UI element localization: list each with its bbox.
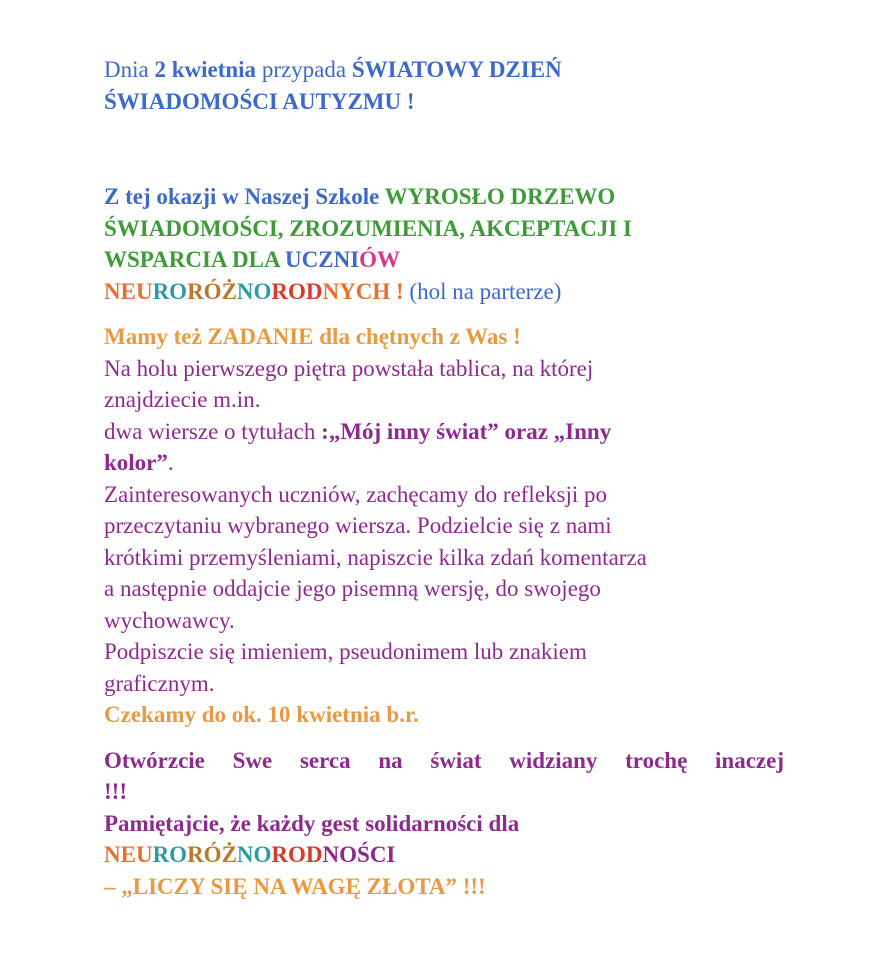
task-line-4 — [104, 447, 784, 479]
tree-line-2: ŚWIADOMOŚCI, ZROZUMIENIA, AKCEPTACJI I — [104, 215, 633, 241]
event-name-2: ŚWIADOMOŚCI AUTYZMU ! — [104, 88, 415, 114]
neuro-seg-6: NYCH ! — [322, 278, 404, 304]
intro-text-2: przypada — [256, 57, 352, 82]
task-para-line-6: Podpiszcie się imieniem, pseudonimem lub znakiem — [104, 639, 587, 664]
header-block — [104, 54, 784, 117]
neuro2-seg-6: NOŚCI — [322, 842, 396, 867]
task-para-line-1: Zainteresowanych uczniów, zachęcamy do refleksji po — [104, 481, 608, 507]
neuro-seg-2: RO — [152, 278, 188, 304]
neuro-seg-4: NO — [236, 278, 272, 304]
neuro2-seg-4: NO — [236, 842, 272, 867]
closing-gold-line: – „LICZY SIĘ NA WAGĘ ZŁOTA” !!! — [104, 873, 486, 899]
neuro2-seg-3: RÓŻ — [187, 842, 237, 867]
tree-line-1 — [104, 181, 784, 213]
task-line-3 — [104, 416, 784, 448]
task-line-3-plain: dwa wiersze o tytułach — [104, 418, 322, 444]
event-name-1: ŚWIATOWY DZIEŃ — [351, 57, 562, 82]
header-line-1 — [104, 54, 784, 86]
task-para-line-3: krótkimi przemyśleniami, napiszcie kilka zdań komentarza — [104, 544, 647, 570]
task-heading: Mamy też ZADANIE dla chętnych z Was ! — [104, 324, 521, 349]
document — [104, 54, 784, 902]
closing-line-2: !!! — [104, 779, 127, 804]
task-line-1: Na holu pierwszego piętra powstała tablica, na której — [104, 355, 594, 381]
closing-neuro-line — [104, 839, 784, 871]
tree-line-4 — [104, 276, 784, 308]
neuro2-seg-5: ROD — [271, 842, 323, 867]
task-para-line-2: przeczytaniu wybranego wiersza. Podzielcie się z nami — [104, 513, 612, 538]
intro-text: Dnia — [104, 57, 155, 82]
ucz-seg-1: UCZNI — [285, 247, 360, 272]
task-block — [104, 321, 784, 731]
task-para-line-4: a następnie oddajcie jego pisemną wersję, do swojego — [104, 576, 601, 601]
neuro-seg-5: ROD — [271, 278, 323, 304]
task-para-line-7: graficznym. — [104, 670, 215, 696]
closing-line-3: Pamiętajcie, że każdy gest solidarności dla — [104, 810, 520, 836]
neuro-seg-1: NEU — [104, 278, 153, 304]
neuro2-seg-1: NEU — [104, 842, 153, 867]
tree-line-3-text: WSPARCIA DLA — [104, 247, 286, 272]
closing-line-1: Otwórzcie Swe serca na świat widziany trochę inaczej — [104, 747, 784, 773]
tree-green-1: WYROSŁO DRZEWO — [384, 184, 616, 209]
task-para-line-5: wychowawcy. — [104, 607, 235, 633]
neuro-seg-3: RÓŻ — [187, 278, 237, 304]
deadline: Czekamy do ok. 10 kwietnia b.r. — [104, 702, 419, 727]
event-date: 2 kwietnia — [154, 57, 257, 82]
poem-titles-1: :„Mój inny świat” oraz „Inny — [321, 418, 612, 444]
tree-block — [104, 181, 784, 307]
ucz-seg-2: ÓW — [359, 247, 401, 272]
task-line-4-plain: . — [167, 450, 174, 475]
task-line-2: znajdziecie m.in. — [104, 387, 261, 412]
neuro2-seg-2: RO — [152, 842, 188, 867]
tree-location: (hol na parterze) — [409, 278, 562, 304]
tree-lead: Z tej okazji w Naszej Szkole — [104, 184, 385, 209]
poem-titles-2: kolor” — [104, 450, 168, 475]
tree-line-3 — [104, 244, 784, 276]
closing-block — [104, 745, 784, 903]
